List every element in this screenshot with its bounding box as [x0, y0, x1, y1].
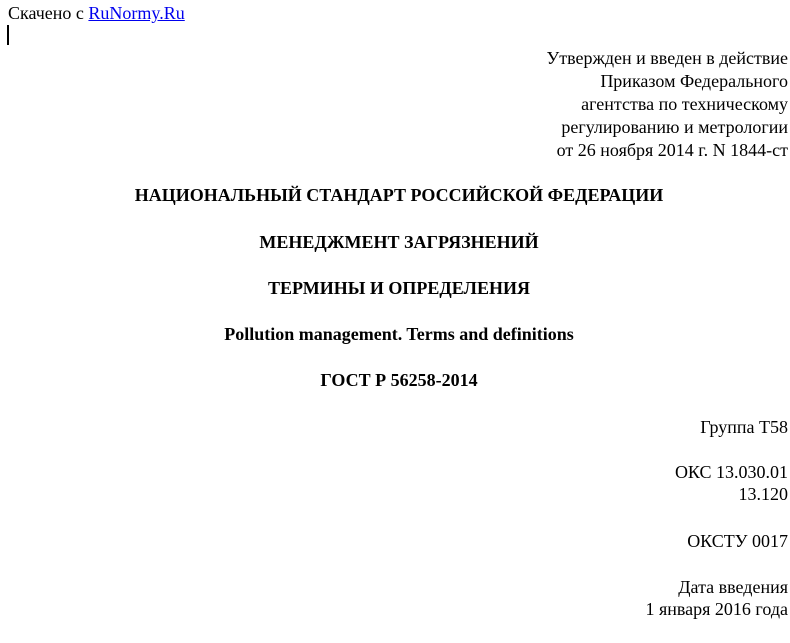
introduction-date-value: 1 января 2016 года — [645, 599, 788, 619]
approval-line: регулированию и метрологии — [561, 117, 788, 137]
runormy-link[interactable]: RuNormy.Ru — [88, 3, 185, 23]
national-standard-heading: НАЦИОНАЛЬНЫЙ СТАНДАРТ РОССИЙСКОЙ ФЕДЕРАЦИИ — [134, 185, 664, 205]
oks-code-line: 13.120 — [738, 484, 788, 504]
document-subtitle: ТЕРМИНЫ И ОПРЕДЕЛЕНИЯ — [268, 278, 530, 298]
introduction-date-label: Дата введения — [678, 577, 788, 597]
group-code: Группа Т58 — [700, 417, 788, 437]
downloaded-prefix: Скачено с — [8, 3, 89, 23]
document-title: МЕНЕДЖМЕНТ ЗАГРЯЗНЕНИЙ — [259, 232, 539, 252]
approval-block — [468, 47, 788, 162]
oks-code-line: ОКС 13.030.01 — [674, 462, 788, 482]
introduction-date-block — [588, 576, 788, 620]
text-cursor — [7, 25, 9, 45]
english-title: Pollution management. Terms and definitions — [224, 324, 574, 344]
approval-line: от 26 ноября 2014 г. N 1844-ст — [556, 140, 788, 160]
oks-codes — [588, 461, 788, 505]
okstu-code: ОКСТУ 0017 — [687, 531, 788, 551]
approval-line: агентства по техническому — [581, 94, 788, 114]
approval-line: Приказом Федерального — [600, 71, 788, 91]
downloaded-from-line — [8, 3, 185, 23]
approval-line: Утвержден и введен в действие — [546, 48, 788, 68]
gost-number: ГОСТ Р 56258-2014 — [320, 370, 478, 390]
